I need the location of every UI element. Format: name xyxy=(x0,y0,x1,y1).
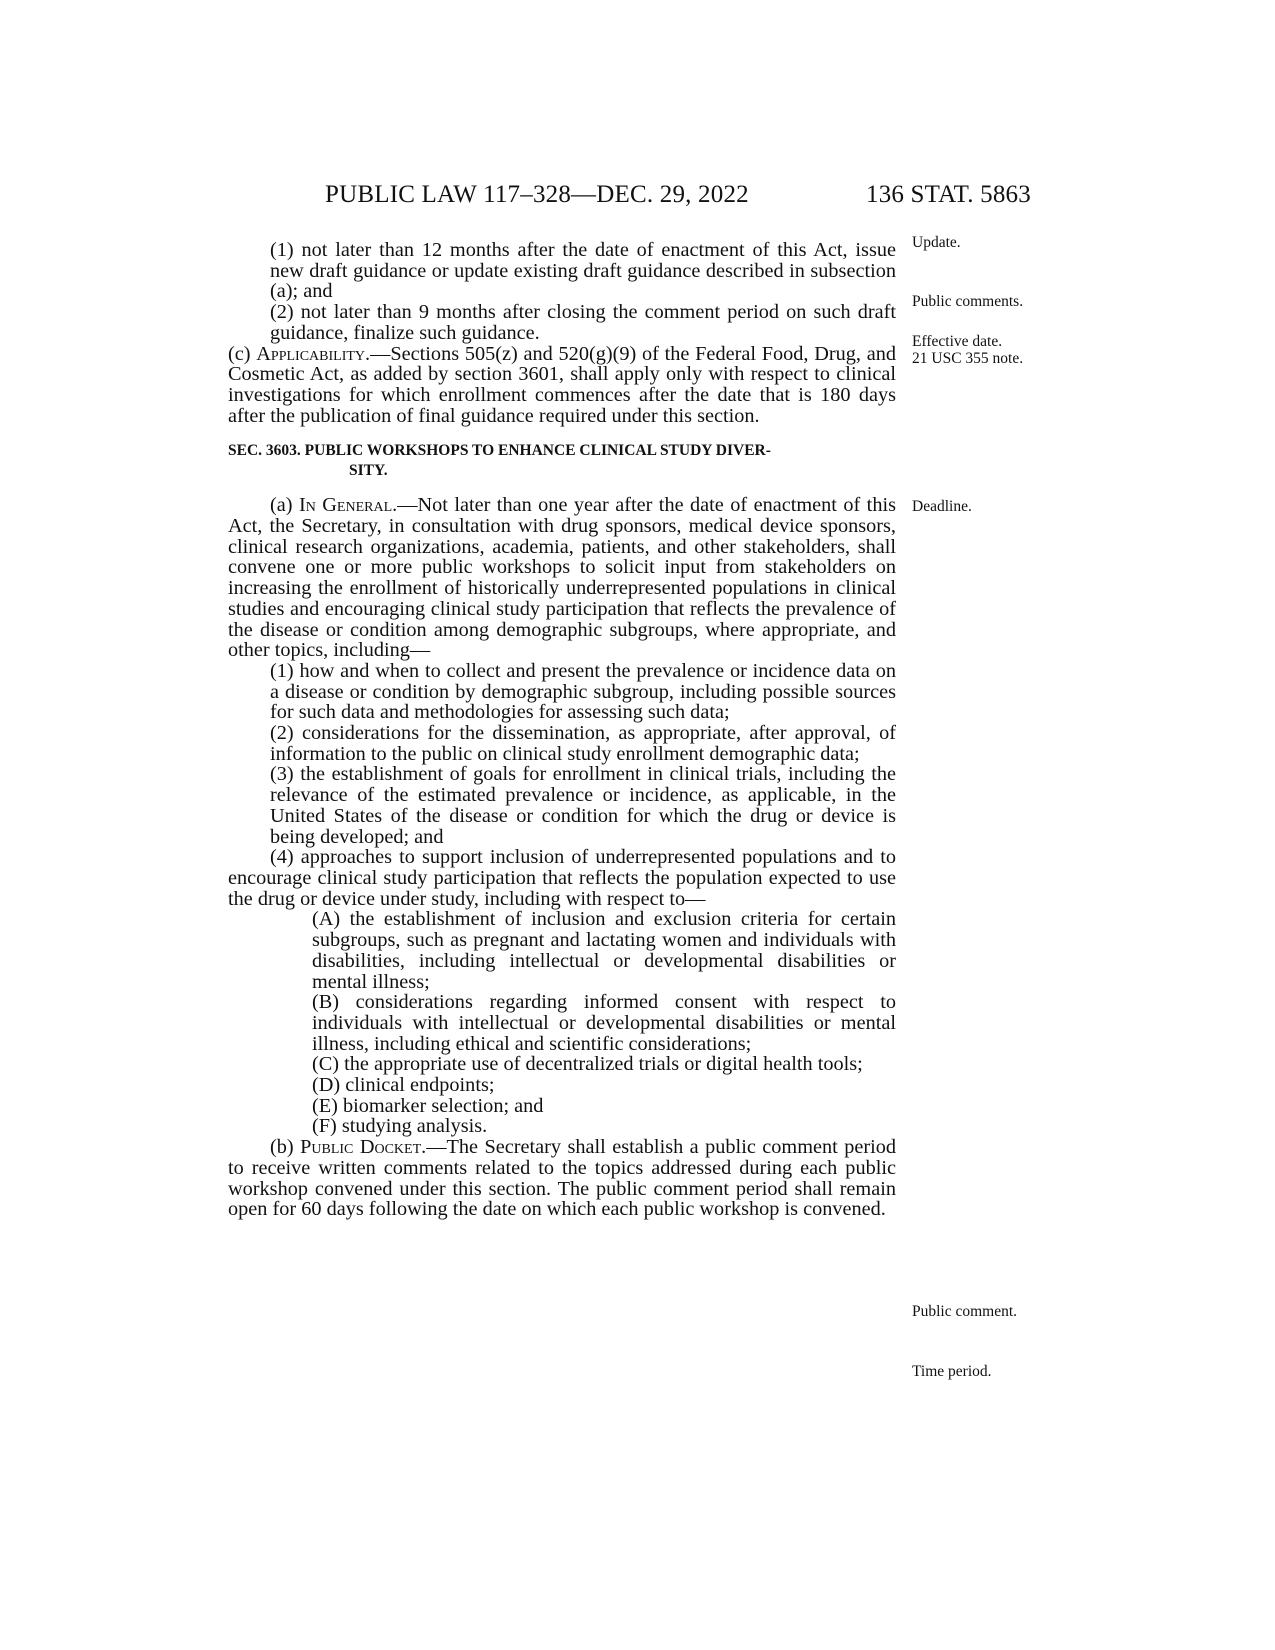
page-header-stat: 136 STAT. 5863 xyxy=(866,181,1031,208)
paragraph-a2: (2) considerations for the dissemination, as appropriate, after approval, of information to the public on clinical study enrollment demographic data; xyxy=(270,722,896,765)
heading-public-docket: Public Docket xyxy=(300,1136,422,1159)
paragraph-a4-C: (C) the appropriate use of decentralized trials or digital health tools; xyxy=(312,1053,863,1076)
margin-note-update: Update. xyxy=(912,234,961,251)
paragraph-b1: (1) not later than 12 months after the date of enactment of this Act, issue new draft guidance or update existing draft guidance described in subsection (a); and xyxy=(270,239,896,303)
section-heading-line-1: SEC. 3603. PUBLIC WORKSHOPS TO ENHANCE CLINICAL STUDY DIVER- xyxy=(228,442,771,460)
heading-in-general: In General xyxy=(298,494,393,517)
text-c: .—Sections 505(z) and 520(g)(9) of the Federal Food, Drug, and Cosmetic Act, as added by section 3601, shall apply only with respect to clinical investigations for which enrollment commences after the date that is 180 days after the publication of final guidance required under this section. xyxy=(228,342,896,427)
margin-note-time-period: Time period. xyxy=(912,1363,992,1380)
paragraph-b xyxy=(228,1137,896,1220)
text-b: .—The Secretary shall establish a public comment period to receive written comments related to the topics addressed during each public workshop convened under this section. The public comment period shall remain open for 60 days following the date on which each public workshop is convened. xyxy=(228,1136,897,1221)
margin-note-public-comments: Public comments. xyxy=(912,293,1024,310)
paragraph-a4-E: (E) biomarker selection; and xyxy=(312,1094,544,1117)
label-b: (b) xyxy=(270,1136,301,1159)
paragraph-a4: (4) approaches to support inclusion of underrepresented populations and to encourage clinical study participation that reflects the population expected to use the drug or device under study, including with respect to— xyxy=(228,846,896,910)
paragraph-a4-B: (B) considerations regarding informed consent with respect to individuals with intellectual or developmental disabilities or mental illness, including ethical and scientific considerations; xyxy=(312,991,896,1055)
paragraph-a4-D: (D) clinical endpoints; xyxy=(312,1074,495,1097)
margin-note-usc: 21 USC 355 note. xyxy=(912,350,1024,367)
page-header-title: PUBLIC LAW 117–328—DEC. 29, 2022 xyxy=(325,181,749,208)
paragraph-a4-F: (F) studying analysis. xyxy=(312,1115,488,1138)
paragraph-b2: (2) not later than 9 months after closing the comment period on such draft guidance, finalize such guidance. xyxy=(270,301,896,344)
margin-note-deadline: Deadline. xyxy=(912,498,972,515)
paragraph-a4-A: (A) the establishment of inclusion and exclusion criteria for certain subgroups, such as pregnant and lactating women and individuals with disabilities, including intellectual or developmental disabilities or mental illness; xyxy=(312,908,896,993)
document-body xyxy=(228,240,896,1220)
paragraph-a xyxy=(228,495,896,661)
paragraph-a1: (1) how and when to collect and present the prevalence or incidence data on a disease or condition by demographic subgroup, including possible sources for such data and methodologies for assessing such data; xyxy=(270,659,896,724)
paragraph-c xyxy=(228,344,896,427)
section-heading-line-2: SITY. xyxy=(349,462,388,480)
label-c: (c) xyxy=(228,342,257,365)
section-heading xyxy=(228,441,896,481)
margin-note-effective-date: Effective date. xyxy=(912,333,1003,350)
paragraph-a3: (3) the establishment of goals for enrollment in clinical trials, including the relevance of the estimated prevalence or incidence, as applicable, in the United States of the disease or condition for which the drug or device is being developed; and xyxy=(270,763,896,848)
label-a: (a) xyxy=(270,494,299,517)
margin-note-public-comment: Public comment. xyxy=(912,1303,1018,1320)
heading-applicability: Applicability xyxy=(256,342,366,365)
text-a: .—Not later than one year after the date of enactment of this Act, the Secretary, in consultation with drug sponsors, medical device sponsors, clinical research organizations, academia, patients, and other stakeholders, shall convene one or more public workshops to solicit input from stakeholders on increasing the enrollment of historically underrepresented populations in clinical studies and encouraging clinical study participation that reflects the prevalence of the disease or condition among demographic subgroups, where appropriate, and other topics, including— xyxy=(228,494,896,662)
